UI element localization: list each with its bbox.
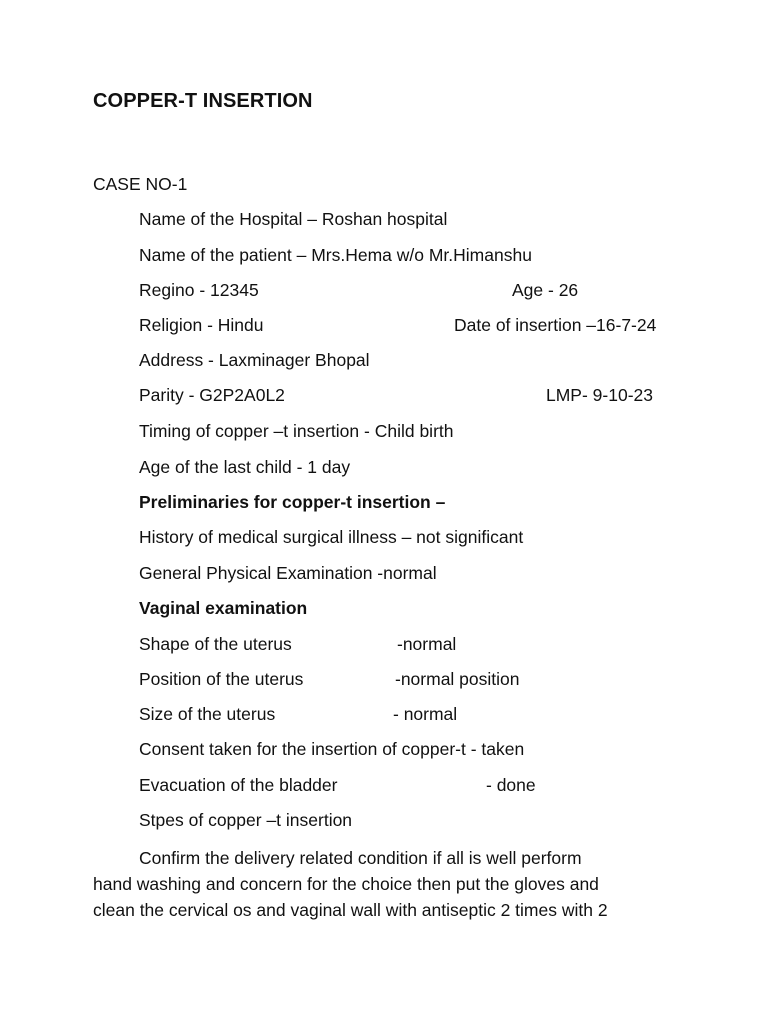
uterus-position-value: -normal position xyxy=(395,669,520,689)
procedure-paragraph xyxy=(93,845,665,923)
timing-of-insertion: Timing of copper –t insertion - Child birth xyxy=(139,421,454,441)
paragraph-line: Confirm the delivery related condition if all is well perform xyxy=(139,848,582,868)
bladder-evacuation-label: Evacuation of the bladder xyxy=(139,775,338,795)
patient-age: Age - 26 xyxy=(512,280,579,300)
paragraph-line: clean the cervical os and vaginal wall with antiseptic 2 times with 2 xyxy=(93,900,608,920)
uterus-shape-label: Shape of the uterus xyxy=(139,634,292,654)
address: Address - Laxminager Bhopal xyxy=(139,350,370,370)
case-number: CASE NO-1 xyxy=(93,174,188,194)
age-of-last-child: Age of the last child - 1 day xyxy=(139,457,351,477)
parity: Parity - G2P2A0L2 xyxy=(139,385,285,405)
religion: Religion - Hindu xyxy=(139,315,264,335)
consent: Consent taken for the insertion of copper-t - taken xyxy=(139,739,525,759)
patient-name: Name of the patient – Mrs.Hema w/o Mr.Himanshu xyxy=(139,245,532,265)
steps-heading: Stpes of copper –t insertion xyxy=(139,810,353,830)
uterus-position-label: Position of the uterus xyxy=(139,669,304,689)
hospital-name: Name of the Hospital – Roshan hospital xyxy=(139,209,448,229)
lmp: LMP- 9-10-23 xyxy=(546,385,653,405)
uterus-size-label: Size of the uterus xyxy=(139,704,276,724)
general-physical-exam: General Physical Examination -normal xyxy=(139,563,437,583)
date-of-insertion: Date of insertion –16-7-24 xyxy=(454,315,657,335)
medical-history: History of medical surgical illness – not significant xyxy=(139,527,524,547)
document-title: COPPER-T INSERTION xyxy=(93,90,313,112)
paragraph-line: hand washing and concern for the choice then put the gloves and xyxy=(93,874,599,894)
registration-number: Regino - 12345 xyxy=(139,280,259,300)
uterus-size-value: - normal xyxy=(393,704,458,724)
vaginal-exam-heading: Vaginal examination xyxy=(139,598,308,618)
preliminaries-heading: Preliminaries for copper-t insertion – xyxy=(139,492,446,512)
bladder-evacuation-value: - done xyxy=(486,775,536,795)
uterus-shape-value: -normal xyxy=(397,634,457,654)
